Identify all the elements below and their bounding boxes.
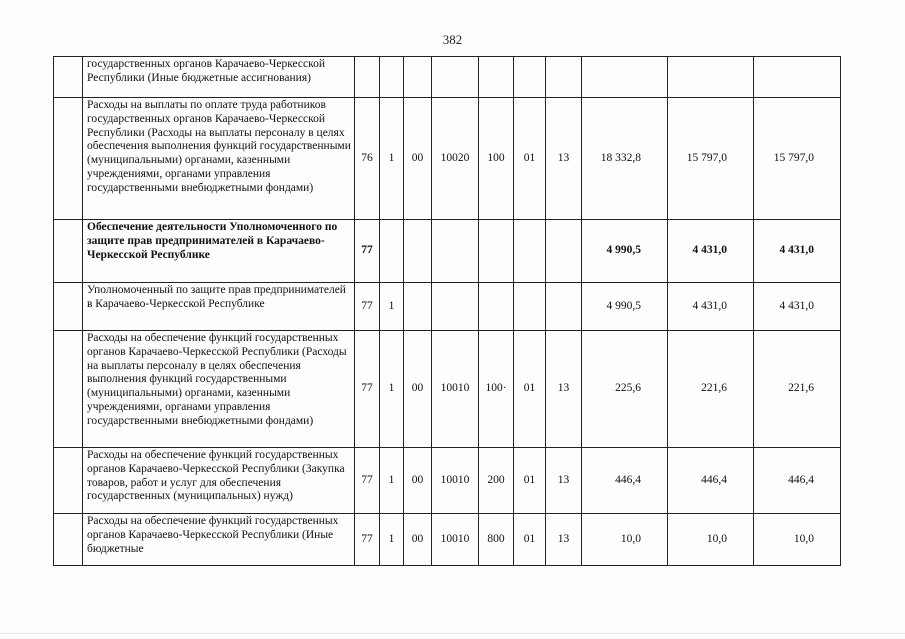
code-section-cell: 77: [355, 514, 380, 566]
code-section-cell: 76: [355, 98, 380, 220]
table-row: [54, 220, 841, 283]
code-program-cell: 00: [404, 98, 432, 220]
row-index-cell: [54, 98, 83, 220]
code-subsection-cell: 1: [380, 514, 404, 566]
code-section-cell: 77: [355, 220, 380, 283]
code-subchapter-cell: 13: [546, 331, 582, 448]
code-program-cell: [404, 283, 432, 331]
code-section-cell: [355, 57, 380, 98]
amount-year-2-cell: 221,6: [668, 331, 754, 448]
amount-year-1-cell: 446,4: [582, 448, 668, 514]
code-expense-type-cell: 100·: [479, 331, 514, 448]
amount-year-3-cell: 15 797,0: [754, 98, 841, 220]
code-chapter-cell: 01: [514, 331, 546, 448]
row-index-cell: [54, 514, 83, 566]
amount-year-3-cell: [754, 57, 841, 98]
code-chapter-cell: 01: [514, 98, 546, 220]
amount-year-1-cell: 18 332,8: [582, 98, 668, 220]
code-subchapter-cell: [546, 220, 582, 283]
code-direction-cell: [432, 220, 479, 283]
code-section-cell: 77: [355, 448, 380, 514]
code-subchapter-cell: 13: [546, 448, 582, 514]
code-program-cell: 00: [404, 448, 432, 514]
code-program-cell: [404, 57, 432, 98]
row-name-cell: государственных органов Карачаево-Черкесской Республики (Иные бюджетные ассигнования): [83, 57, 355, 98]
amount-year-3-cell: 4 431,0: [754, 220, 841, 283]
amount-year-2-cell: [668, 57, 754, 98]
code-subsection-cell: 1: [380, 331, 404, 448]
table-row: [54, 57, 841, 98]
code-subsection-cell: 1: [380, 98, 404, 220]
amount-year-2-cell: 4 431,0: [668, 220, 754, 283]
row-index-cell: [54, 448, 83, 514]
code-chapter-cell: 01: [514, 514, 546, 566]
row-name-cell: Обеспечение деятельности Уполномоченного по защите прав предпринимателей в Карачаево-Черкесской Республике: [83, 220, 355, 283]
code-direction-cell: 10010: [432, 514, 479, 566]
row-index-cell: [54, 57, 83, 98]
amount-year-1-cell: [582, 57, 668, 98]
row-index-cell: [54, 283, 83, 331]
row-name-cell: Уполномоченный по защите прав предпринимателей в Карачаево-Черкесской Республике: [83, 283, 355, 331]
code-direction-cell: 10010: [432, 448, 479, 514]
code-chapter-cell: [514, 220, 546, 283]
amount-year-1-cell: 225,6: [582, 331, 668, 448]
code-expense-type-cell: 200: [479, 448, 514, 514]
code-expense-type-cell: 100: [479, 98, 514, 220]
row-name-cell: Расходы на выплаты по оплате труда работников государственных органов Карачаево-Черкесской Республики (Расходы на выплаты персоналу в целях обеспечения выполнения функций государственными (муниципальными) органами, казенными учреждениями, органами управления государственными внебюджетными фондами): [83, 98, 355, 220]
page-number: 382: [442, 32, 463, 47]
code-subsection-cell: 1: [380, 283, 404, 331]
amount-year-2-cell: 10,0: [668, 514, 754, 566]
code-program-cell: 00: [404, 514, 432, 566]
code-subchapter-cell: 13: [546, 98, 582, 220]
code-chapter-cell: [514, 283, 546, 331]
table-row: [54, 283, 841, 331]
scan-edge-line: [0, 633, 905, 634]
code-subsection-cell: 1: [380, 448, 404, 514]
row-index-cell: [54, 220, 83, 283]
row-name-cell: Расходы на обеспечение функций государственных органов Карачаево-Черкесской Республики (Иные бюджетные: [83, 514, 355, 566]
table-row: [54, 448, 841, 514]
row-name-cell: Расходы на обеспечение функций государственных органов Карачаево-Черкесской Республики (Закупка товаров, работ и услуг для обеспечения государственных (муниципальных) нужд): [83, 448, 355, 514]
amount-year-2-cell: 4 431,0: [668, 283, 754, 331]
code-chapter-cell: 01: [514, 448, 546, 514]
budget-table: [53, 56, 841, 566]
amount-year-3-cell: 10,0: [754, 514, 841, 566]
code-subchapter-cell: [546, 283, 582, 331]
table-row: [54, 514, 841, 566]
code-expense-type-cell: [479, 220, 514, 283]
code-subsection-cell: [380, 57, 404, 98]
code-chapter-cell: [514, 57, 546, 98]
code-expense-type-cell: [479, 283, 514, 331]
amount-year-1-cell: 4 990,5: [582, 283, 668, 331]
code-expense-type-cell: [479, 57, 514, 98]
code-direction-cell: 10020: [432, 98, 479, 220]
code-expense-type-cell: 800: [479, 514, 514, 566]
table-row: [54, 331, 841, 448]
amount-year-2-cell: 15 797,0: [668, 98, 754, 220]
code-section-cell: 77: [355, 283, 380, 331]
code-direction-cell: 10010: [432, 331, 479, 448]
code-program-cell: 00: [404, 331, 432, 448]
code-direction-cell: [432, 283, 479, 331]
amount-year-1-cell: 10,0: [582, 514, 668, 566]
amount-year-3-cell: 221,6: [754, 331, 841, 448]
amount-year-2-cell: 446,4: [668, 448, 754, 514]
amount-year-1-cell: 4 990,5: [582, 220, 668, 283]
amount-year-3-cell: 4 431,0: [754, 283, 841, 331]
code-subchapter-cell: [546, 57, 582, 98]
code-subsection-cell: [380, 220, 404, 283]
amount-year-3-cell: 446,4: [754, 448, 841, 514]
table-row: [54, 98, 841, 220]
code-section-cell: 77: [355, 331, 380, 448]
code-program-cell: [404, 220, 432, 283]
row-name-cell: Расходы на обеспечение функций государственных органов Карачаево-Черкесской Республики (Расходы на выплаты персоналу в целях обеспечения выполнения функций государственными (муниципальными) органами, казенными учреждениями, органами управления государственными внебюджетными фондами): [83, 331, 355, 448]
code-direction-cell: [432, 57, 479, 98]
row-index-cell: [54, 331, 83, 448]
code-subchapter-cell: 13: [546, 514, 582, 566]
